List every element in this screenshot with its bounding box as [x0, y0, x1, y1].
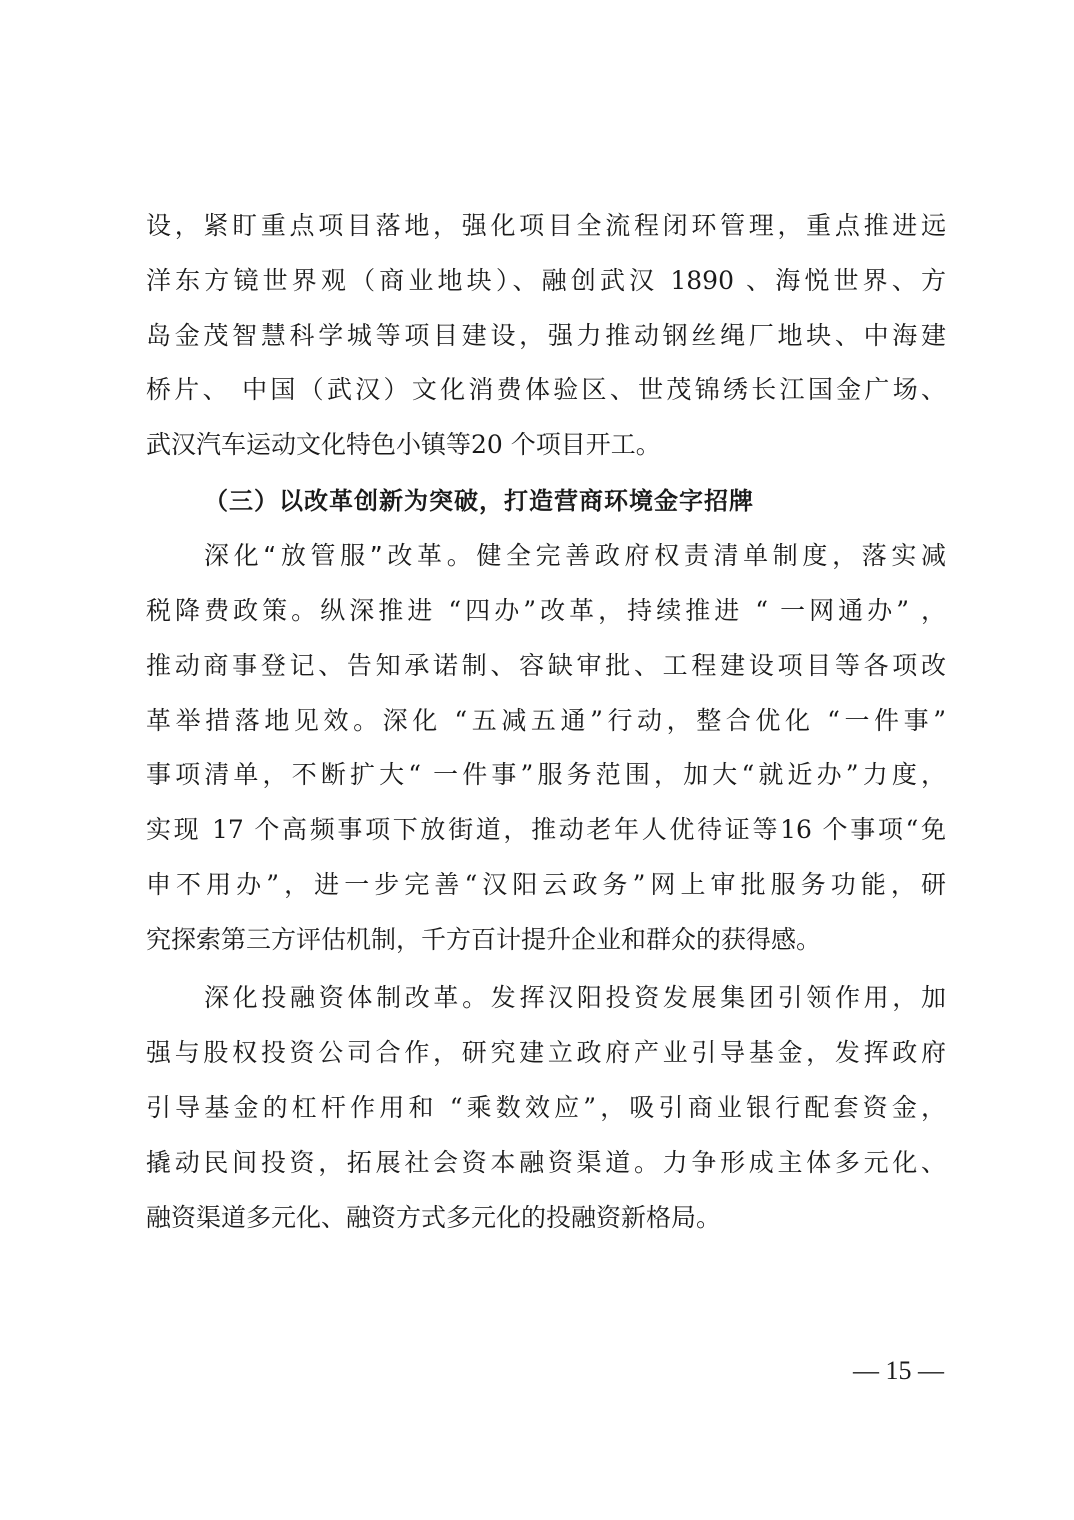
body-line: 究探索第三方评估机制，千方百计提升企业和群众的获得感。: [146, 925, 822, 954]
body-line: 融资渠道多元化、融资方式多元化的投融资新格局。: [146, 1203, 722, 1232]
body-line: 设，紧盯重点项目落地，强化项目全流程闭环管理，重点推进远: [146, 211, 946, 240]
paragraph-lead: 深化投融资体制改革: [204, 983, 463, 1012]
body-line: 申不用办”，进一步完善“汉阳云政务”网上审批服务功能，研: [146, 870, 946, 899]
body-line: 强与股权投资公司合作，研究建立政府产业引导基金，发挥政府: [146, 1038, 946, 1067]
paragraph-first-line: [204, 981, 946, 1015]
paragraph-lead: 深化“放管服”改革: [204, 541, 447, 570]
body-line: 洋东方镜世界观（商业地块）、融创武汉 1890 、海悦世界、方: [146, 266, 946, 295]
body-line: 武汉汽车运动文化特色小镇等20 个项目开工。: [146, 430, 661, 459]
paragraph-text: 。健全完善政府权责清单制度，落实减: [446, 541, 946, 570]
paragraph-text: 。发挥汉阳投资发展集团引领作用，加: [462, 983, 946, 1012]
paragraph-first-line: [204, 539, 946, 573]
body-line: 岛金茂智慧科学城等项目建设，强力推动钢丝绳厂地块、中海建: [146, 321, 946, 350]
body-line: 税降费政策。纵深推进 “四办”改革，持续推进 “ 一网通办” ，: [146, 596, 946, 625]
body-line: 引导基金的杠杆作用和 “乘数效应”，吸引商业银行配套资金，: [146, 1093, 946, 1122]
body-line: 撬动民间投资，拓展社会资本融资渠道。力争形成主体多元化、: [146, 1148, 946, 1177]
body-line: 推动商事登记、告知承诺制、容缺审批、工程建设项目等各项改: [146, 651, 946, 680]
page-number: — 15 —: [853, 1356, 944, 1385]
section-heading: （三）以改革创新为突破，打造营商环境金字招牌: [204, 487, 754, 515]
body-line: 桥片、 中国（武汉）文化消费体验区、世茂锦绣长江国金广场、: [146, 375, 946, 404]
body-line: 实现 17 个高频事项下放街道，推动老年人优待证等16 个事项“免: [146, 815, 946, 844]
body-line: 事项清单，不断扩大“ 一件事”服务范围，加大“就近办”力度，: [146, 760, 946, 789]
body-line: 革举措落地见效。深化 “五减五通”行动，整合优化 “一件事”: [146, 706, 946, 735]
